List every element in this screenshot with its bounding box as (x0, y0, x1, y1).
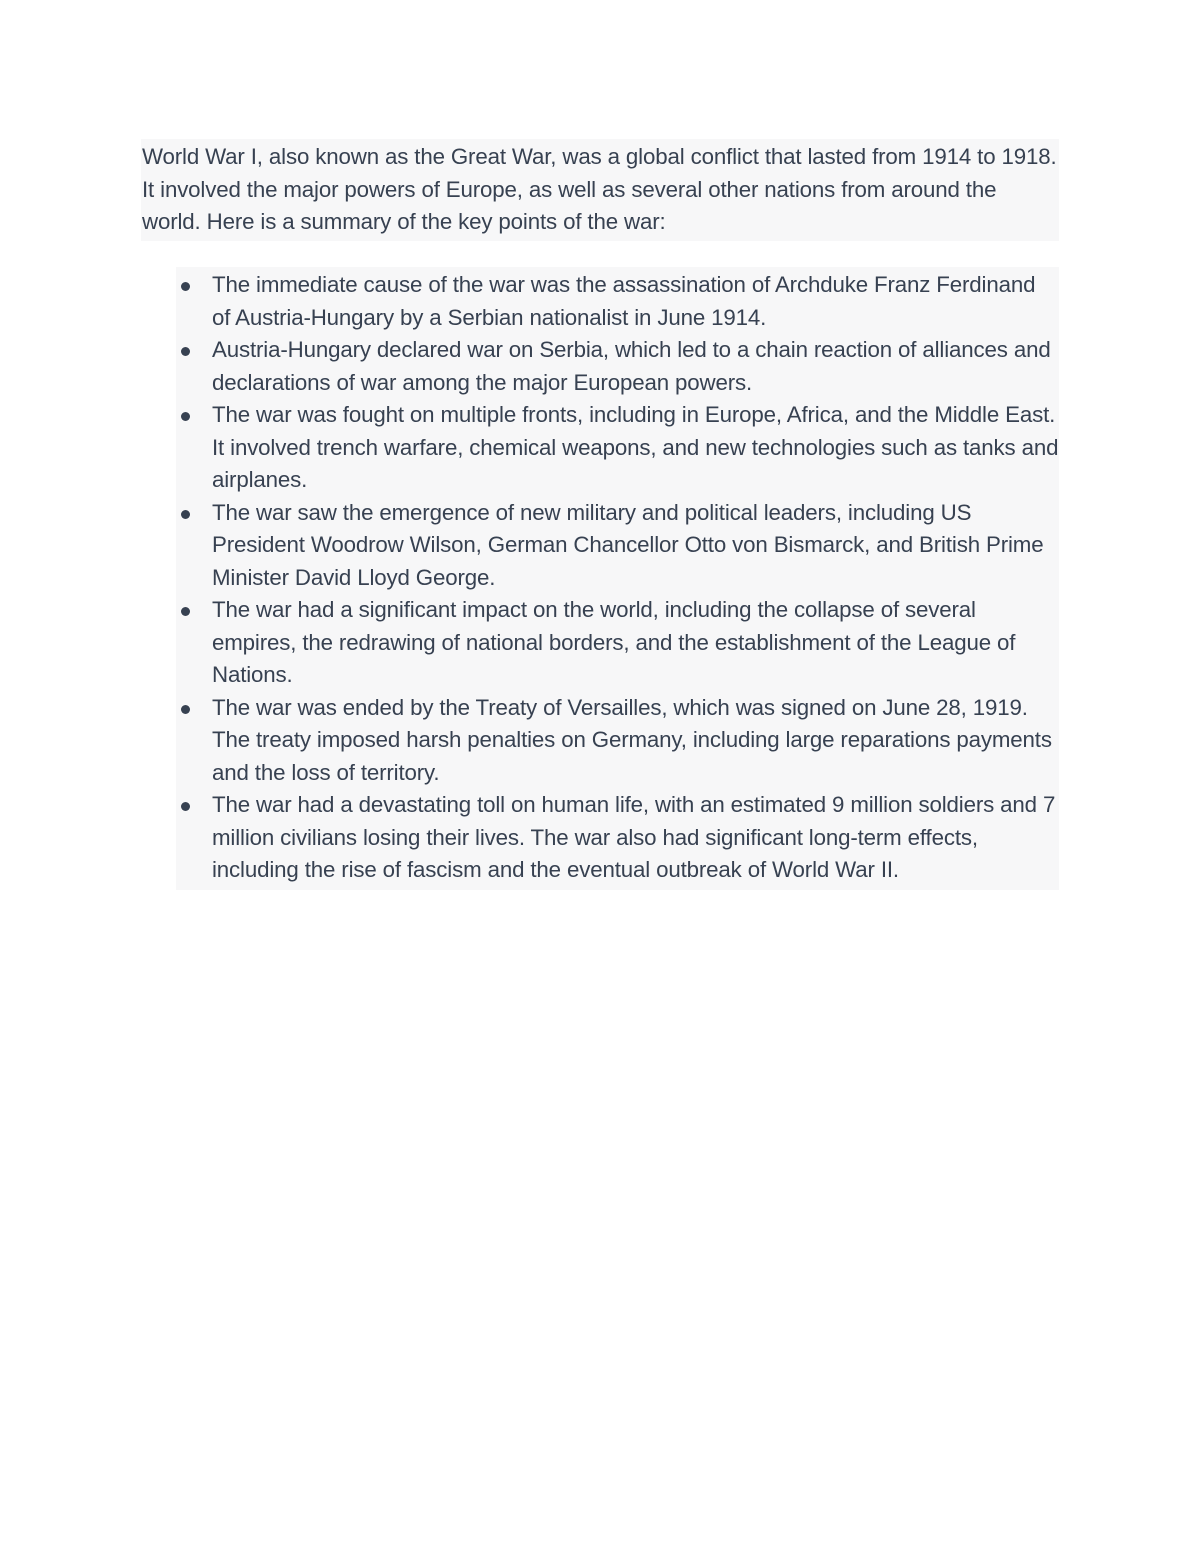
list-item (212, 789, 1059, 887)
bullet-icon (181, 412, 190, 421)
list-item (212, 692, 1059, 790)
list-item-text: The war had a devastating toll on human life, with an estimated 9 million soldiers and 7 million civilians losing their lives. The war also had significant long-term effects, including the rise of fascism and the eventual outbreak of World War II. (212, 792, 1056, 882)
list-item-text: The war saw the emergence of new military and political leaders, including US President Woodrow Wilson, German Chancellor Otto von Bismarck, and British Prime Minister David Lloyd George. (212, 499, 1044, 590)
bullet-icon (181, 705, 190, 714)
list-item (212, 399, 1059, 497)
list-item-text: The war had a significant impact on the world, including the collapse of several empires, the redrawing of national borders, and the establishment of the League of Nations. (212, 597, 1016, 687)
bullet-icon (181, 802, 190, 811)
bullet-icon (181, 347, 190, 356)
list-item (212, 594, 1059, 692)
list-item-text: The war was fought on multiple fronts, including in Europe, Africa, and the Middle East. It involved trench warfare, chemical weapons, and new technologies such as tanks and airplanes. (212, 402, 1059, 492)
bullet-icon (181, 282, 190, 291)
key-points-list (176, 267, 1059, 890)
bullet-icon (181, 510, 190, 519)
bullet-icon (181, 607, 190, 616)
list-item (212, 334, 1059, 399)
list-item (212, 269, 1059, 334)
list-item-text: The war was ended by the Treaty of Versailles, which was signed on June 28, 1919. The treaty imposed harsh penalties on Germany, including large reparations payments and the loss of territory. (212, 694, 1052, 785)
list-item (212, 497, 1059, 595)
list-item-text: Austria-Hungary declared war on Serbia, which led to a chain reaction of alliances and declarations of war among the major European powers. (212, 337, 1051, 395)
list-item-text: The immediate cause of the war was the assassination of Archduke Franz Ferdinand of Austria-Hungary by a Serbian nationalist in June 1914. (212, 272, 1036, 330)
intro-paragraph: World War I, also known as the Great War, was a global conflict that lasted from 1914 to 1918. It involved the major powers of Europe, as well as several other nations from around the world. Here is a summary of the key points of the war: (141, 139, 1059, 241)
